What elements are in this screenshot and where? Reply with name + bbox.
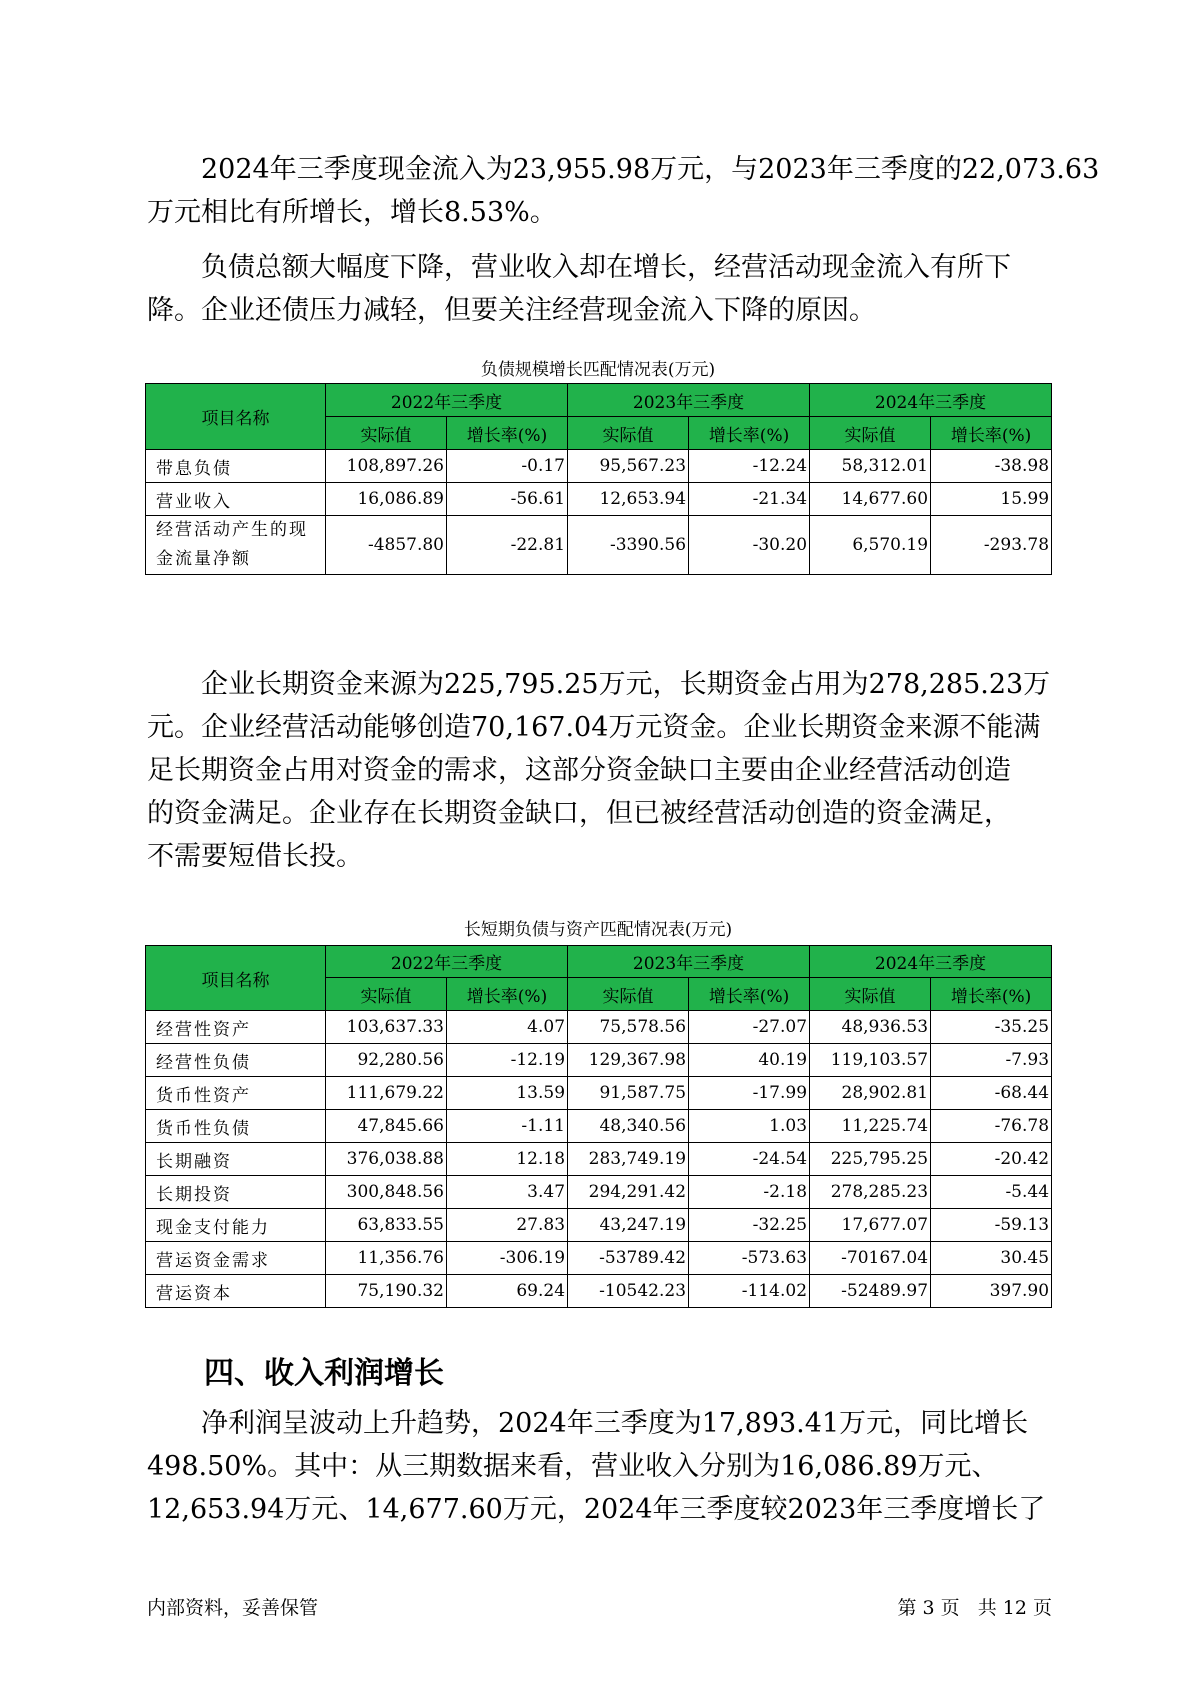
text-line: 万元相比有所增长，增长8.53%。 [147, 197, 557, 228]
cell-value: 63,833.55 [326, 1209, 447, 1242]
cell-value: -53789.42 [568, 1242, 689, 1275]
header-growth: 增长率(%) [447, 978, 568, 1011]
cell-value: -22.81 [447, 516, 568, 575]
header-item-name: 项目名称 [146, 946, 326, 1011]
cell-value: -5.44 [931, 1176, 1052, 1209]
table1-caption: 负债规模增长匹配情况表(万元) [480, 360, 716, 380]
header-actual: 实际值 [810, 978, 931, 1011]
row-label: 营运资本 [146, 1275, 326, 1308]
cell-value: 397.90 [931, 1275, 1052, 1308]
row-label [146, 516, 326, 575]
cell-value: -21.34 [689, 483, 810, 516]
cell-value: -30.20 [689, 516, 810, 575]
header-growth: 增长率(%) [447, 417, 568, 450]
header-actual: 实际值 [326, 417, 447, 450]
header-actual: 实际值 [810, 417, 931, 450]
table-row [146, 1110, 1052, 1143]
cell-value: -573.63 [689, 1242, 810, 1275]
table-row [146, 1209, 1052, 1242]
header-actual: 实际值 [568, 417, 689, 450]
text-line: 12,653.94万元、14,677.60万元，2024年三季度较2023年三季度增长了 [147, 1494, 1046, 1525]
table-row [146, 1242, 1052, 1275]
table-row [146, 1044, 1052, 1077]
cell-value: -306.19 [447, 1242, 568, 1275]
asset-liability-table [145, 945, 1052, 1308]
cell-value: -70167.04 [810, 1242, 931, 1275]
cell-value: 376,038.88 [326, 1143, 447, 1176]
text-line: 负债总额大幅度下降，营业收入却在增长，经营活动现金流入有所下 [201, 252, 1011, 283]
paragraph-long-term-funds [147, 663, 1069, 878]
text-line: 净利润呈波动上升趋势，2024年三季度为17,893.41万元，同比增长 [201, 1408, 1029, 1439]
row-label: 经营性负债 [146, 1044, 326, 1077]
cell-value: 103,637.33 [326, 1011, 447, 1044]
cell-value: -38.98 [931, 450, 1052, 483]
cell-value: -114.02 [689, 1275, 810, 1308]
text-line: 498.50%。其中：从三期数据来看，营业收入分别为16,086.89万元、 [147, 1451, 999, 1482]
row-label: 长期投资 [146, 1176, 326, 1209]
header-period-2024: 2024年三季度 [810, 384, 1052, 417]
cell-value: -3390.56 [568, 516, 689, 575]
cell-value: 111,679.22 [326, 1077, 447, 1110]
cell-value: 12.18 [447, 1143, 568, 1176]
cell-value: 30.45 [931, 1242, 1052, 1275]
cell-value: 108,897.26 [326, 450, 447, 483]
cell-value: -68.44 [931, 1077, 1052, 1110]
table-row [146, 1143, 1052, 1176]
cell-value: -1.11 [447, 1110, 568, 1143]
cell-value: 48,340.56 [568, 1110, 689, 1143]
header-actual: 实际值 [326, 978, 447, 1011]
cell-value: -10542.23 [568, 1275, 689, 1308]
footer-confidential-note: 内部资料，妥善保管 [147, 1597, 319, 1619]
header-growth: 增长率(%) [931, 978, 1052, 1011]
cell-value: 27.83 [447, 1209, 568, 1242]
cell-value: -293.78 [931, 516, 1052, 575]
row-label: 营运资金需求 [146, 1242, 326, 1275]
cell-value: -12.19 [447, 1044, 568, 1077]
footer-page-number: 第 3 页 共 12 页 [897, 1597, 1052, 1619]
cell-value: 15.99 [931, 483, 1052, 516]
cell-value: -0.17 [447, 450, 568, 483]
paragraph-cash-inflow [147, 148, 1100, 234]
header-actual: 实际值 [568, 978, 689, 1011]
header-period-2022: 2022年三季度 [326, 946, 568, 978]
text-line: 元。企业经营活动能够创造70,167.04万元资金。企业长期资金来源不能满 [147, 712, 1041, 743]
text-line: 的资金满足。企业存在长期资金缺口，但已被经营活动创造的资金满足， [147, 798, 1011, 829]
cell-value: 17,677.07 [810, 1209, 931, 1242]
cell-value: 300,848.56 [326, 1176, 447, 1209]
cell-value: 48,936.53 [810, 1011, 931, 1044]
table-row [146, 516, 1052, 575]
table2-caption: 长短期负债与资产匹配情况表(万元) [463, 920, 733, 940]
table-row [146, 450, 1052, 483]
row-label: 货币性资产 [146, 1077, 326, 1110]
cell-value: 225,795.25 [810, 1143, 931, 1176]
cell-value: 283,749.19 [568, 1143, 689, 1176]
table-row [146, 1011, 1052, 1044]
cell-value: 1.03 [689, 1110, 810, 1143]
cell-value: -4857.80 [326, 516, 447, 575]
cell-value: 58,312.01 [810, 450, 931, 483]
row-label-line: 金流量净额 [156, 549, 251, 569]
paragraph-profit-growth [147, 1402, 1069, 1531]
text-line: 不需要短借长投。 [147, 841, 363, 872]
paragraph-debt-summary [147, 246, 1069, 332]
header-period-2024: 2024年三季度 [810, 946, 1052, 978]
cell-value: -7.93 [931, 1044, 1052, 1077]
table-row [146, 483, 1052, 516]
header-growth: 增长率(%) [689, 978, 810, 1011]
cell-value: -52489.97 [810, 1275, 931, 1308]
cell-value: 119,103.57 [810, 1044, 931, 1077]
header-period-2022: 2022年三季度 [326, 384, 568, 417]
cell-value: -76.78 [931, 1110, 1052, 1143]
debt-growth-table [145, 383, 1052, 575]
cell-value: 16,086.89 [326, 483, 447, 516]
cell-value: -35.25 [931, 1011, 1052, 1044]
cell-value: 92,280.56 [326, 1044, 447, 1077]
header-growth: 增长率(%) [689, 417, 810, 450]
header-growth: 增长率(%) [931, 417, 1052, 450]
header-period-2023: 2023年三季度 [568, 946, 810, 978]
cell-value: 13.59 [447, 1077, 568, 1110]
row-label: 营业收入 [146, 483, 326, 516]
cell-value: 47,845.66 [326, 1110, 447, 1143]
cell-value: -2.18 [689, 1176, 810, 1209]
cell-value: -12.24 [689, 450, 810, 483]
cell-value: 69.24 [447, 1275, 568, 1308]
cell-value: 91,587.75 [568, 1077, 689, 1110]
cell-value: -27.07 [689, 1011, 810, 1044]
cell-value: 75,190.32 [326, 1275, 447, 1308]
cell-value: -56.61 [447, 483, 568, 516]
cell-value: 12,653.94 [568, 483, 689, 516]
row-label: 长期融资 [146, 1143, 326, 1176]
cell-value: -59.13 [931, 1209, 1052, 1242]
cell-value: 43,247.19 [568, 1209, 689, 1242]
cell-value: 278,285.23 [810, 1176, 931, 1209]
cell-value: -32.25 [689, 1209, 810, 1242]
table-row [146, 1176, 1052, 1209]
cell-value: 28,902.81 [810, 1077, 931, 1110]
header-period-2023: 2023年三季度 [568, 384, 810, 417]
cell-value: 11,225.74 [810, 1110, 931, 1143]
text-line: 2024年三季度现金流入为23,955.98万元，与2023年三季度的22,073.63 [201, 154, 1100, 185]
cell-value: -24.54 [689, 1143, 810, 1176]
table-row [146, 1077, 1052, 1110]
cell-value: 40.19 [689, 1044, 810, 1077]
row-label-line: 经营活动产生的现 [156, 520, 308, 540]
cell-value: 6,570.19 [810, 516, 931, 575]
cell-value: 4.07 [447, 1011, 568, 1044]
cell-value: -20.42 [931, 1143, 1052, 1176]
text-line: 足长期资金占用对资金的需求，这部分资金缺口主要由企业经营活动创造 [147, 755, 1011, 786]
cell-value: 75,578.56 [568, 1011, 689, 1044]
row-label: 带息负债 [146, 450, 326, 483]
cell-value: -17.99 [689, 1077, 810, 1110]
section-heading: 四、收入利润增长 [204, 1356, 444, 1391]
cell-value: 294,291.42 [568, 1176, 689, 1209]
text-line: 企业长期资金来源为225,795.25万元，长期资金占用为278,285.23万 [201, 669, 1051, 700]
cell-value: 95,567.23 [568, 450, 689, 483]
cell-value: 129,367.98 [568, 1044, 689, 1077]
row-label: 现金支付能力 [146, 1209, 326, 1242]
cell-value: 11,356.76 [326, 1242, 447, 1275]
row-label: 经营性资产 [146, 1011, 326, 1044]
cell-value: 14,677.60 [810, 483, 931, 516]
text-line: 降。企业还债压力减轻，但要关注经营现金流入下降的原因。 [147, 295, 876, 326]
row-label: 货币性负债 [146, 1110, 326, 1143]
header-item-name: 项目名称 [146, 384, 326, 450]
cell-value: 3.47 [447, 1176, 568, 1209]
table-row [146, 1275, 1052, 1308]
